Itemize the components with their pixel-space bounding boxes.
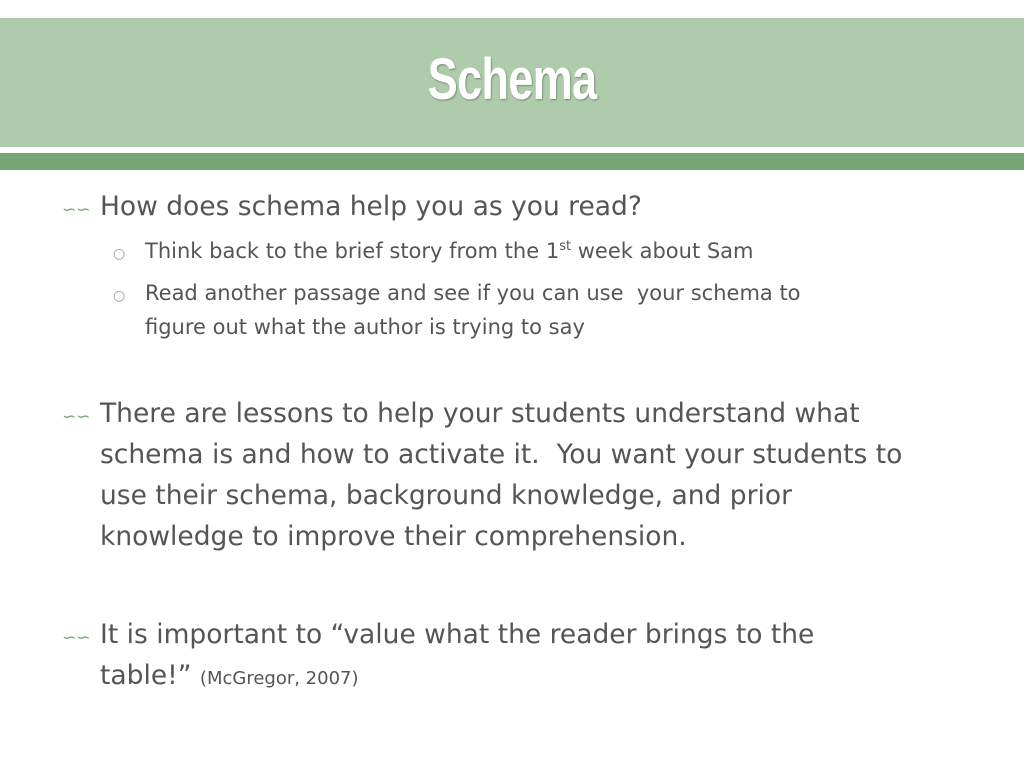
sub-bullet-1-text: [145, 234, 754, 268]
fern-curl-icon: ∽∽: [62, 628, 91, 648]
bullet-3-line-1: It is important to “value what the reader brings to the: [100, 619, 815, 650]
sub-bullet-1-before: Think back to the brief story from the 1: [145, 239, 560, 263]
superscript-st: st: [559, 239, 572, 254]
citation: (McGregor, 2007): [199, 668, 359, 689]
hollow-circle-icon: ○: [113, 288, 126, 304]
sub-bullet-2-line-1: Read another passage and see if you can use your schema to: [145, 281, 801, 305]
accent-rule: [0, 153, 1024, 170]
hollow-circle-icon: ○: [113, 246, 126, 262]
sub-bullet-2-line-2: figure out what the author is trying to say: [145, 315, 585, 339]
slide-title: Schema: [427, 47, 597, 112]
bullet-1-text: How does schema help you as you read?: [100, 191, 642, 222]
fern-curl-icon: ∽∽: [62, 407, 91, 427]
bullet-3-line-2: [100, 655, 359, 699]
bullet-2-line-4: knowledge to improve their comprehension.: [100, 521, 687, 552]
bullet-2-line-3: use their schema, background knowledge, and prior: [100, 480, 792, 511]
fern-curl-icon: ∽∽: [62, 200, 91, 220]
bullet-2-line-1: There are lessons to help your students understand what: [100, 398, 860, 429]
bullet-2-line-2: schema is and how to activate it. You want your students to: [100, 439, 903, 470]
sub-bullet-1-after: week about Sam: [571, 239, 754, 263]
bullet-3-quote-end: table!”: [100, 660, 192, 691]
